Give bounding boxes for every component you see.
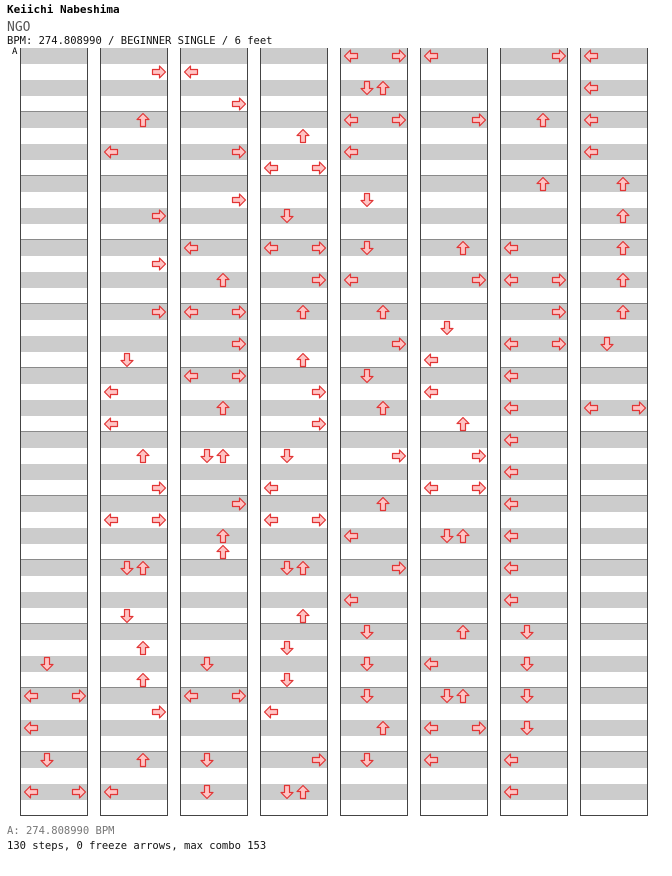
right-arrow-icon	[551, 272, 567, 288]
right-arrow-icon	[231, 192, 247, 208]
left-arrow-icon	[183, 64, 199, 80]
up-arrow-icon	[135, 448, 151, 464]
up-arrow-icon	[135, 752, 151, 768]
right-arrow-icon	[311, 416, 327, 432]
down-arrow-icon	[39, 656, 55, 672]
down-arrow-icon	[359, 368, 375, 384]
left-arrow-icon	[503, 560, 519, 576]
chart-info: BPM: 274.808990 / BEGINNER SINGLE / 6 feet	[7, 35, 273, 47]
up-arrow-icon	[295, 352, 311, 368]
up-arrow-icon	[535, 112, 551, 128]
left-arrow-icon	[263, 160, 279, 176]
right-arrow-icon	[391, 48, 407, 64]
right-arrow-icon	[231, 304, 247, 320]
right-arrow-icon	[471, 720, 487, 736]
up-arrow-icon	[615, 176, 631, 192]
left-arrow-icon	[583, 112, 599, 128]
right-arrow-icon	[231, 368, 247, 384]
left-arrow-icon	[423, 480, 439, 496]
left-arrow-icon	[103, 512, 119, 528]
right-arrow-icon	[551, 48, 567, 64]
up-arrow-icon	[215, 400, 231, 416]
down-arrow-icon	[119, 352, 135, 368]
left-arrow-icon	[503, 240, 519, 256]
up-arrow-icon	[295, 128, 311, 144]
up-arrow-icon	[135, 640, 151, 656]
down-arrow-icon	[279, 784, 295, 800]
right-arrow-icon	[151, 304, 167, 320]
chart-column-3	[180, 48, 248, 816]
left-arrow-icon	[183, 304, 199, 320]
left-arrow-icon	[423, 48, 439, 64]
down-arrow-icon	[39, 752, 55, 768]
down-arrow-icon	[359, 192, 375, 208]
right-arrow-icon	[311, 384, 327, 400]
left-arrow-icon	[103, 784, 119, 800]
up-arrow-icon	[295, 784, 311, 800]
left-arrow-icon	[263, 240, 279, 256]
up-arrow-icon	[375, 496, 391, 512]
chart-column-6	[420, 48, 488, 816]
left-arrow-icon	[103, 144, 119, 160]
left-arrow-icon	[23, 688, 39, 704]
left-arrow-icon	[183, 240, 199, 256]
right-arrow-icon	[71, 688, 87, 704]
down-arrow-icon	[359, 240, 375, 256]
right-arrow-icon	[391, 560, 407, 576]
chart-column-5	[340, 48, 408, 816]
down-arrow-icon	[359, 656, 375, 672]
chart-column-4	[260, 48, 328, 816]
left-arrow-icon	[183, 688, 199, 704]
down-arrow-icon	[439, 528, 455, 544]
left-arrow-icon	[583, 48, 599, 64]
down-arrow-icon	[199, 784, 215, 800]
right-arrow-icon	[551, 304, 567, 320]
right-arrow-icon	[151, 480, 167, 496]
left-arrow-icon	[503, 368, 519, 384]
up-arrow-icon	[375, 304, 391, 320]
left-arrow-icon	[343, 48, 359, 64]
right-arrow-icon	[551, 336, 567, 352]
right-arrow-icon	[391, 336, 407, 352]
up-arrow-icon	[455, 416, 471, 432]
left-arrow-icon	[503, 432, 519, 448]
down-arrow-icon	[199, 448, 215, 464]
right-arrow-icon	[471, 112, 487, 128]
left-arrow-icon	[343, 592, 359, 608]
bpm-marker-label: A	[12, 47, 18, 57]
right-arrow-icon	[631, 400, 647, 416]
right-arrow-icon	[151, 704, 167, 720]
bpm-legend: A: 274.808990 BPM	[7, 825, 115, 837]
left-arrow-icon	[503, 400, 519, 416]
right-arrow-icon	[231, 336, 247, 352]
right-arrow-icon	[311, 512, 327, 528]
left-arrow-icon	[263, 512, 279, 528]
right-arrow-icon	[231, 144, 247, 160]
left-arrow-icon	[503, 752, 519, 768]
up-arrow-icon	[615, 304, 631, 320]
down-arrow-icon	[439, 320, 455, 336]
chart-stats: 130 steps, 0 freeze arrows, max combo 153	[7, 840, 267, 852]
right-arrow-icon	[231, 496, 247, 512]
down-arrow-icon	[519, 720, 535, 736]
right-arrow-icon	[151, 512, 167, 528]
left-arrow-icon	[503, 496, 519, 512]
left-arrow-icon	[423, 720, 439, 736]
left-arrow-icon	[343, 144, 359, 160]
left-arrow-icon	[183, 368, 199, 384]
down-arrow-icon	[199, 752, 215, 768]
left-arrow-icon	[423, 656, 439, 672]
down-arrow-icon	[519, 624, 535, 640]
left-arrow-icon	[23, 720, 39, 736]
right-arrow-icon	[471, 272, 487, 288]
right-arrow-icon	[471, 448, 487, 464]
down-arrow-icon	[599, 336, 615, 352]
song-title: NGO	[7, 20, 31, 35]
left-arrow-icon	[503, 528, 519, 544]
down-arrow-icon	[359, 624, 375, 640]
down-arrow-icon	[359, 752, 375, 768]
left-arrow-icon	[423, 384, 439, 400]
up-arrow-icon	[135, 672, 151, 688]
right-arrow-icon	[231, 688, 247, 704]
right-arrow-icon	[151, 64, 167, 80]
down-arrow-icon	[199, 656, 215, 672]
down-arrow-icon	[279, 672, 295, 688]
down-arrow-icon	[359, 688, 375, 704]
right-arrow-icon	[391, 112, 407, 128]
left-arrow-icon	[423, 352, 439, 368]
down-arrow-icon	[519, 656, 535, 672]
left-arrow-icon	[103, 416, 119, 432]
artist-title: Keiichi Nabeshima	[7, 3, 120, 16]
up-arrow-icon	[215, 272, 231, 288]
right-arrow-icon	[231, 96, 247, 112]
up-arrow-icon	[375, 80, 391, 96]
up-arrow-icon	[535, 176, 551, 192]
up-arrow-icon	[295, 608, 311, 624]
down-arrow-icon	[439, 688, 455, 704]
right-arrow-icon	[311, 240, 327, 256]
right-arrow-icon	[151, 256, 167, 272]
left-arrow-icon	[343, 528, 359, 544]
left-arrow-icon	[343, 272, 359, 288]
up-arrow-icon	[215, 528, 231, 544]
left-arrow-icon	[503, 784, 519, 800]
down-arrow-icon	[119, 608, 135, 624]
left-arrow-icon	[23, 784, 39, 800]
up-arrow-icon	[295, 304, 311, 320]
right-arrow-icon	[471, 480, 487, 496]
left-arrow-icon	[503, 592, 519, 608]
up-arrow-icon	[455, 240, 471, 256]
left-arrow-icon	[263, 480, 279, 496]
left-arrow-icon	[503, 336, 519, 352]
up-arrow-icon	[215, 544, 231, 560]
chart-column-1	[20, 48, 88, 816]
left-arrow-icon	[103, 384, 119, 400]
left-arrow-icon	[343, 112, 359, 128]
left-arrow-icon	[583, 144, 599, 160]
left-arrow-icon	[503, 272, 519, 288]
up-arrow-icon	[375, 400, 391, 416]
right-arrow-icon	[311, 160, 327, 176]
chart-column-7	[500, 48, 568, 816]
down-arrow-icon	[519, 688, 535, 704]
right-arrow-icon	[311, 752, 327, 768]
up-arrow-icon	[615, 272, 631, 288]
down-arrow-icon	[279, 560, 295, 576]
right-arrow-icon	[71, 784, 87, 800]
up-arrow-icon	[455, 528, 471, 544]
up-arrow-icon	[455, 688, 471, 704]
up-arrow-icon	[135, 112, 151, 128]
up-arrow-icon	[615, 208, 631, 224]
up-arrow-icon	[375, 720, 391, 736]
chart-column-2	[100, 48, 168, 816]
up-arrow-icon	[455, 624, 471, 640]
down-arrow-icon	[359, 80, 375, 96]
down-arrow-icon	[279, 640, 295, 656]
up-arrow-icon	[615, 240, 631, 256]
right-arrow-icon	[391, 448, 407, 464]
left-arrow-icon	[263, 704, 279, 720]
left-arrow-icon	[583, 80, 599, 96]
down-arrow-icon	[119, 560, 135, 576]
left-arrow-icon	[503, 464, 519, 480]
left-arrow-icon	[423, 752, 439, 768]
up-arrow-icon	[215, 448, 231, 464]
down-arrow-icon	[279, 208, 295, 224]
right-arrow-icon	[151, 208, 167, 224]
left-arrow-icon	[583, 400, 599, 416]
chart-column-8	[580, 48, 648, 816]
up-arrow-icon	[295, 560, 311, 576]
up-arrow-icon	[135, 560, 151, 576]
right-arrow-icon	[311, 272, 327, 288]
down-arrow-icon	[279, 448, 295, 464]
